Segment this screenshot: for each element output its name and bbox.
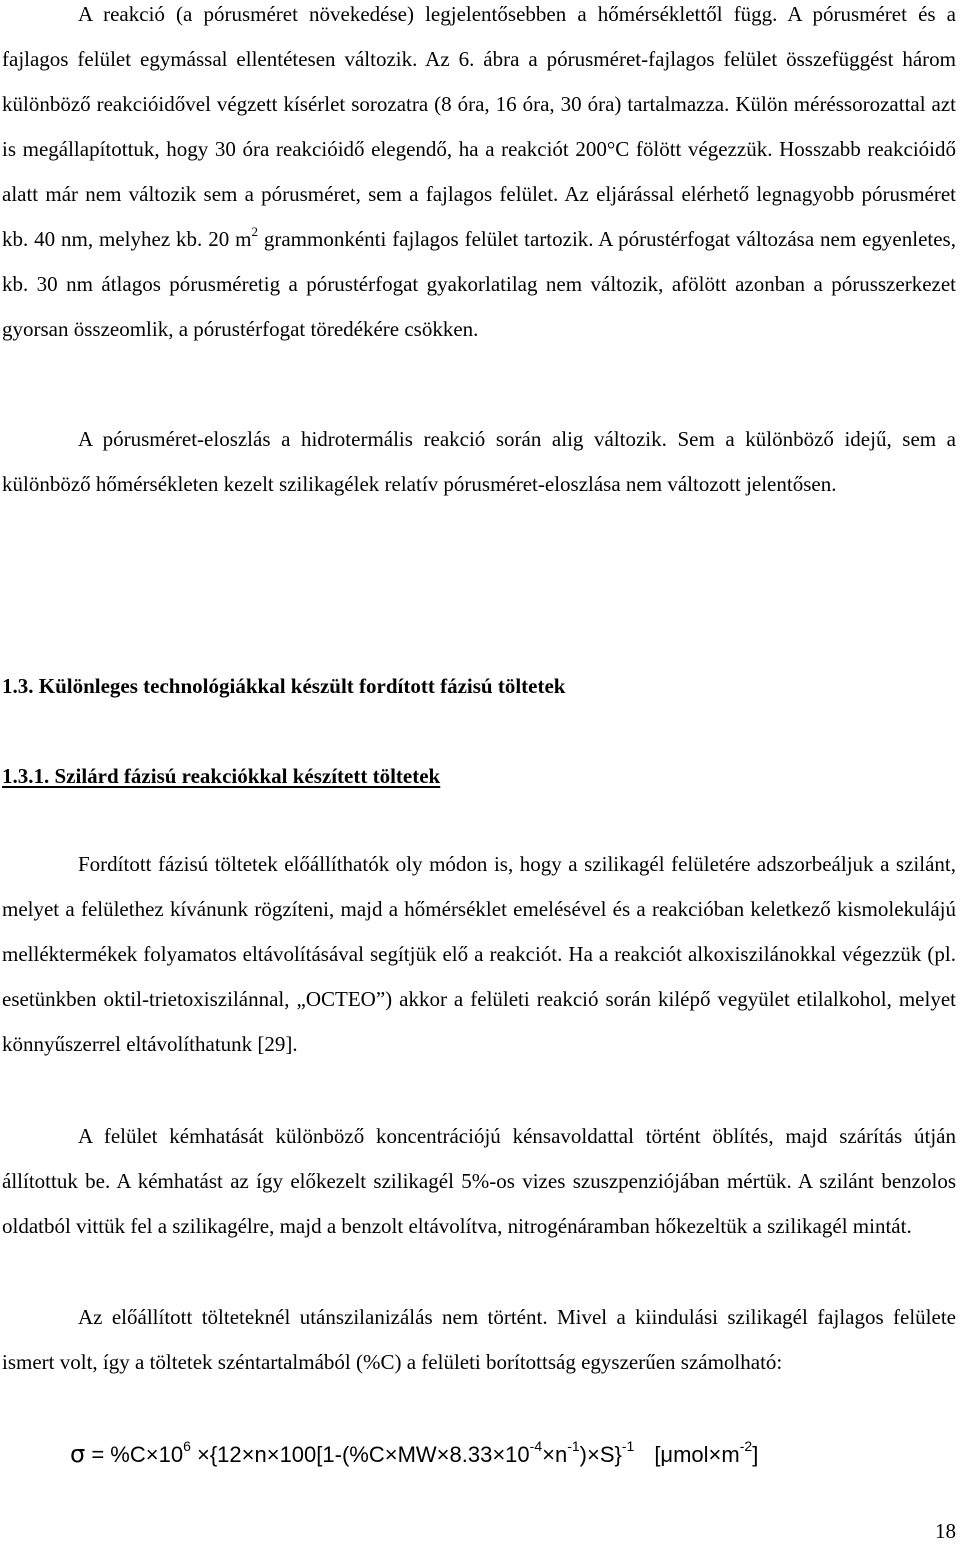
paragraph-surface-ph: A felület kémhatását különböző koncentrációjú kénsavoldattal történt öblítés, majd szárítás útján állítottuk be. A kémhatást az így előkezelt szilikagél 5%-os vizes szuszpenziójában mértük. A szilánt benzolos oldatból vittük fel a szilikagélre, majd a benzolt eltávolítva, nitrogénáramban hőkezeltük a szilikagél mintát. [2,1124,956,1238]
formula-part-2: ×{12×n×100[1-(%C×MW×8.33×10 [190,1442,530,1467]
paragraph-pore-size-text-b: grammonkénti fajlagos felület tartozik. A pórustérfogat változása nem egyenletes, kb. 30 nm átlagos pórusméretig a pórustérfogat gyakorlatilag nem változik, afölött azonban a pórusszerkezet gyorsan összeomlik, a pórustérfogat töredékére csökken. [2,227,956,341]
formula-part-1: = %C×10 [85,1442,184,1467]
formula-part-4: )×S} [579,1442,622,1467]
formula-unit-exp: -2 [739,1438,753,1454]
section-heading: 1.3. Különleges technológiákkal készült fordított fázisú töltetek [2,674,566,698]
formula-exp-4: -1 [621,1438,635,1454]
subsection-heading-text: 1.3.1. Szilárd fázisú reakciókkal készített töltetek [2,764,441,788]
superscript-2: 2 [251,224,258,239]
formula-exp-1: 6 [183,1438,191,1454]
coverage-formula [70,1440,758,1468]
formula-unit-close: ] [752,1442,759,1467]
formula-sigma: σ [70,1440,86,1468]
paragraph-pore-size-text-a: A reakció (a pórusméret növekedése) legjelentősebben a hőmérséklettől függ. A pórusméret és a fajlagos felület egymással ellentétesen változik. Az 6. ábra a pórusméret-fajlagos felület összefüggést három különböző reakcióidővel végzett kísérlet sorozatra (8 óra, 16 óra, 30 óra) tartalmazza. Külön méréssorozattal azt is megállapítottuk, hogy 30 óra reakcióidő elegendő, ha a reakciót 200°C fölött végezzük. Hosszabb reakcióidő alatt már nem változik sem a pórusméret, sem a fajlagos felület. Az eljárással elérhető legnagyobb pórusméret kb. 40 nm, melyhez kb. 20 m [2,2,956,251]
formula-part-3: ×n [542,1442,568,1467]
formula-unit [654,1438,759,1467]
paragraph-pore-distribution: A pórusméret-eloszlás a hidrotermális reakció során alig változik. Sem a különböző idejű, sem a különböző hőmérsékleten kezelt szilikagélek relatív pórusméret-eloszlása nem változott jelentősen. [2,427,956,496]
formula-unit-open: [μmol×m [654,1442,740,1467]
formula-exp-2: -4 [529,1438,543,1454]
formula-exp-3: -1 [567,1438,580,1454]
paragraph-solid-phase: Fordított fázisú töltetek előállíthatók oly módon is, hogy a szilikagél felületére adszorbeáljuk a szilánt, melyet a felülethez kívánunk rögzíteni, majd a hőmérséklet emelésével és a reakcióban keletkező kismolekulájú melléktermékek folyamatos eltávolításával segítjük elő a reakciót. Ha a reakciót alkoxiszilánokkal végezzük (pl. esetünkben oktil-trietoxiszilánnal, „OCTEO”) akkor a felületi reakció során kilépő vegyület etilalkohol, melyet könnyűszerrel eltávolíthatunk [29]. [2,852,956,1056]
paragraph-pore-size [2,0,956,352]
subsection-heading [2,764,440,789]
page-number: 18 [935,1519,956,1543]
paragraph-coverage: Az előállított tölteteknél utánszilanizálás nem történt. Mivel a kiindulási szilikagél fajlagos felülete ismert volt, így a töltetek széntartalmából (%C) a felületi borítottság egyszerűen számolható: [2,1305,956,1374]
